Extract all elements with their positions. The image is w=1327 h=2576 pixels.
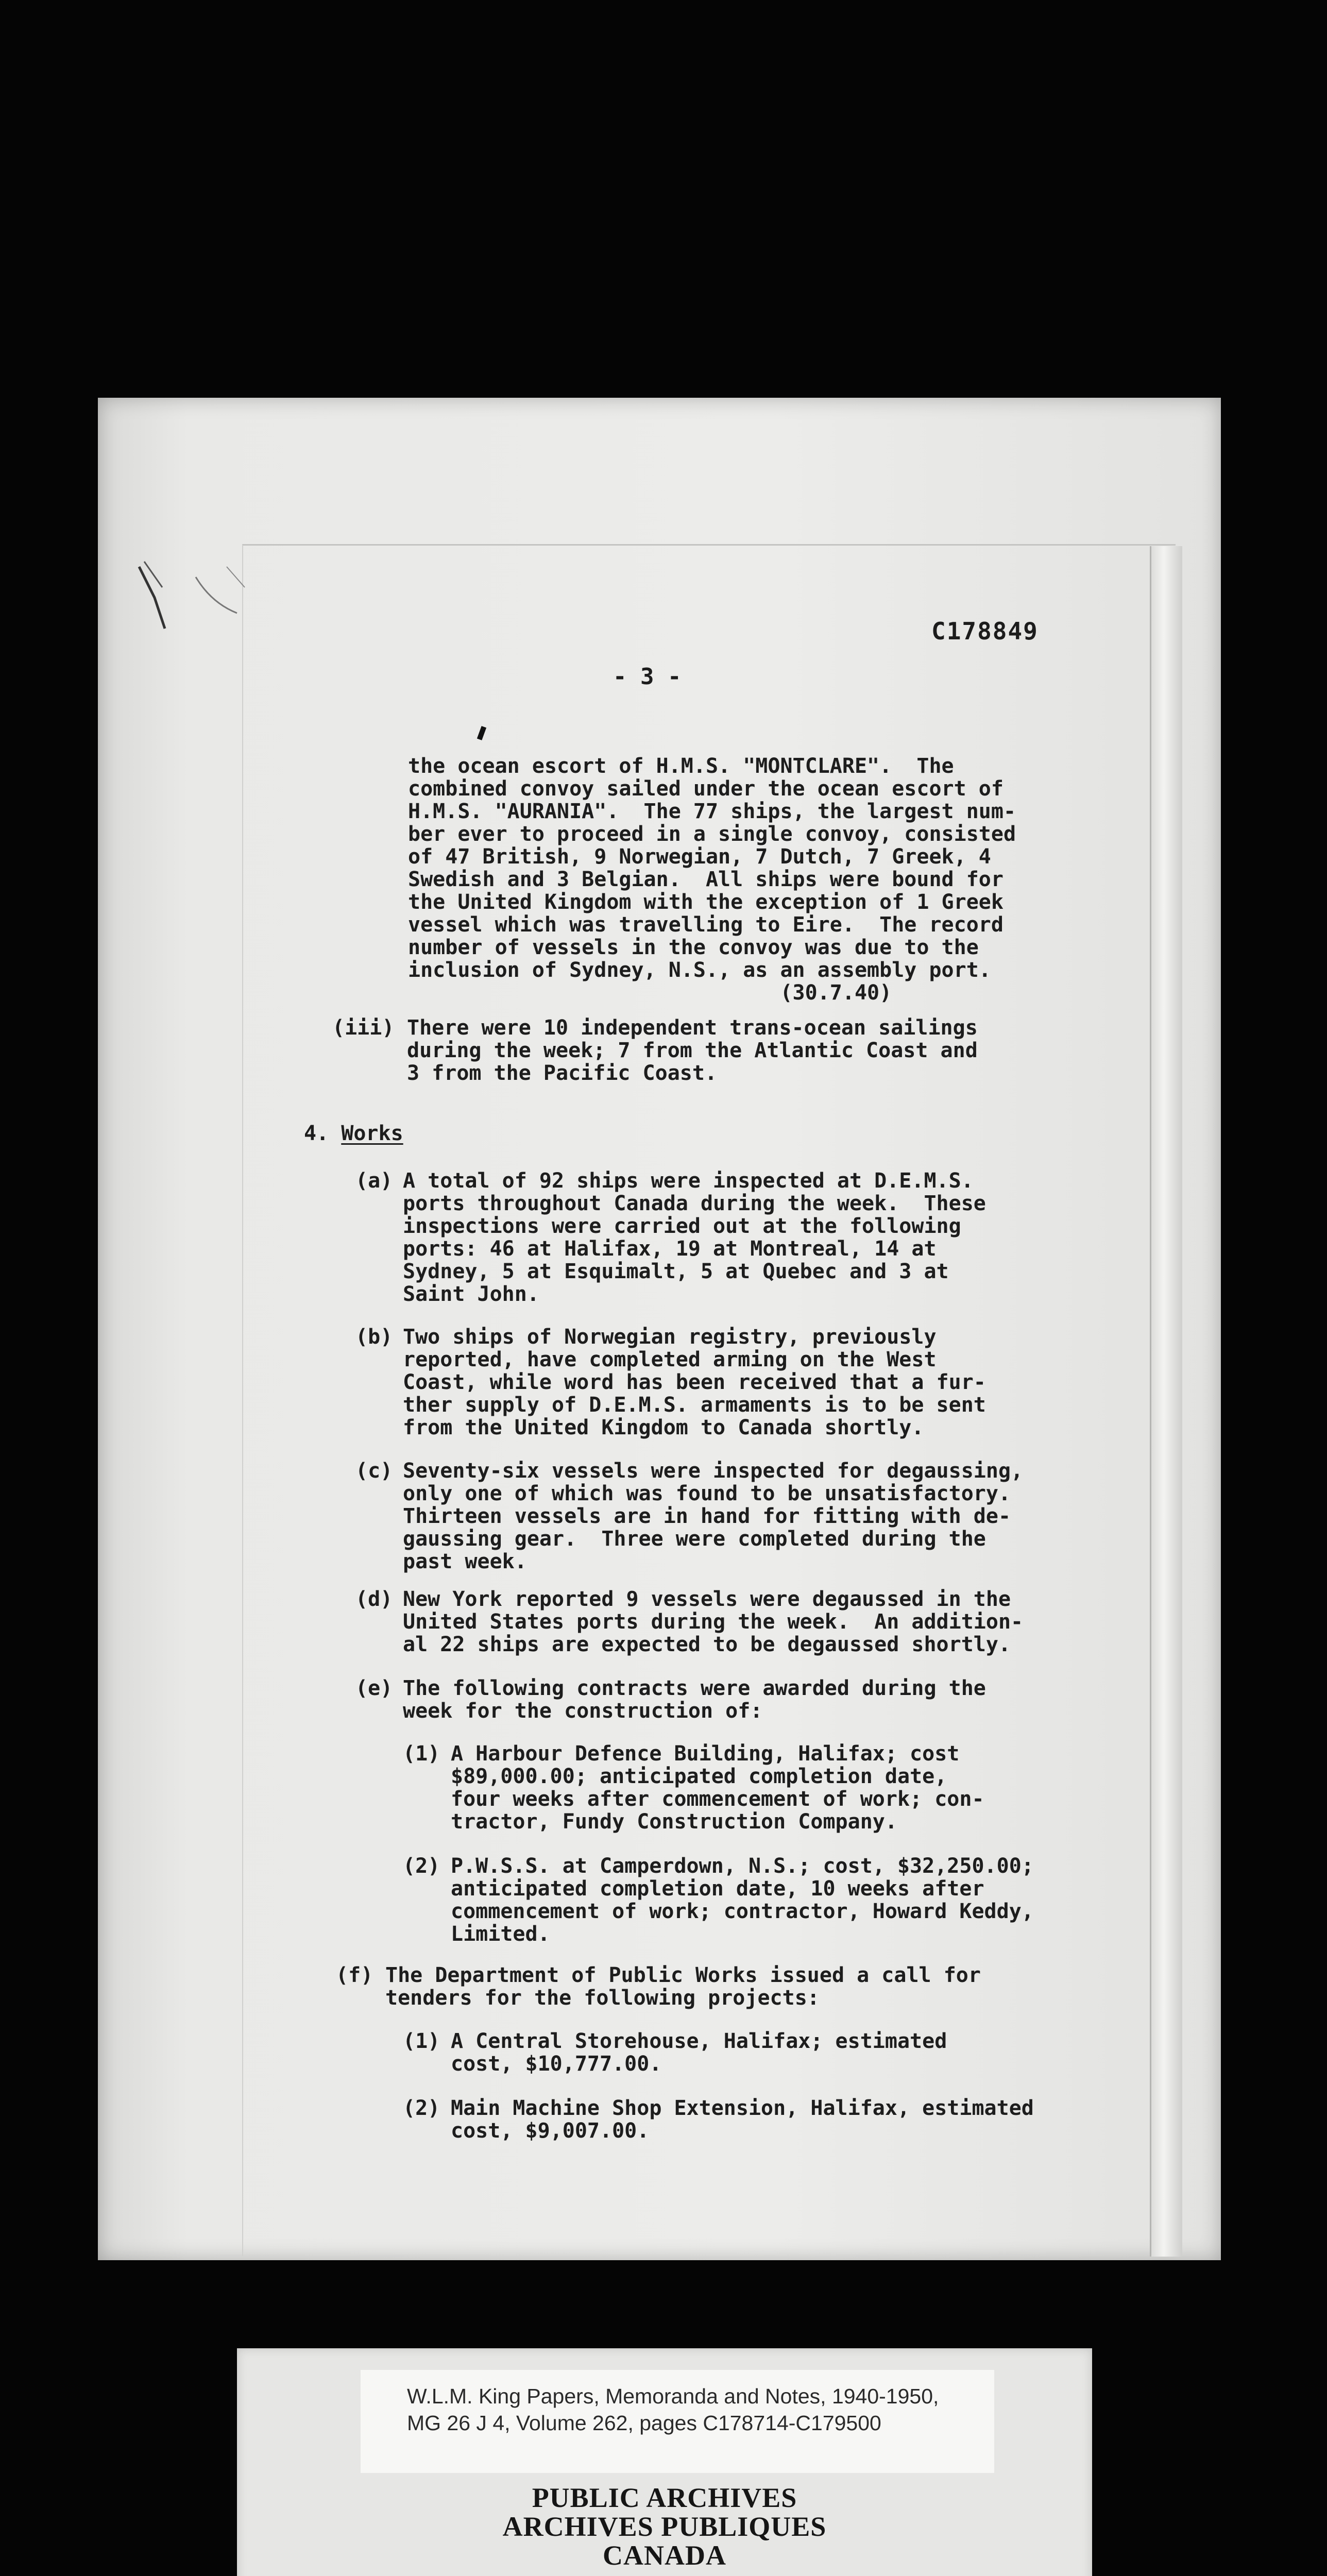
section-number: 4. (304, 1122, 329, 1145)
text-line: There were 10 independent trans-ocean sailings (407, 1016, 978, 1040)
text-line: Limited. (451, 1922, 550, 1946)
text-line: week for the construction of: (403, 1699, 763, 1723)
text-line: New York reported 9 vessels were degaussed in the (403, 1587, 1011, 1611)
stamp-line: PUBLIC ARCHIVES (532, 2482, 797, 2513)
date-reference: (30.7.40) (408, 981, 892, 1005)
text-line: ber ever to proceed in a single convoy, consisted (408, 822, 1016, 846)
citation-line: MG 26 J 4, Volume 262, pages C178714-C179500 (407, 2411, 881, 2435)
archive-citation (407, 2383, 939, 2436)
continuation-paragraph (408, 755, 1016, 1004)
stamp-line: ARCHIVES PUBLIQUES (502, 2511, 827, 2542)
text-line: ports throughout Canada during the week. These (403, 1192, 986, 1215)
text-line: The Department of Public Works issued a call for (385, 1963, 981, 1987)
text-line: combined convoy sailed under the ocean escort of (408, 777, 1003, 801)
text-line: from the United Kingdom to Canada shortly. (403, 1416, 924, 1439)
text-line: The following contracts were awarded during the (403, 1676, 986, 1700)
text-line: Swedish and 3 Belgian. All ships were bound for (408, 868, 1003, 891)
item-a-paragraph (403, 1170, 986, 1306)
item-f1-paragraph (451, 2030, 947, 2075)
text-line: of 47 British, 9 Norwegian, 7 Dutch, 7 Greek, 4 (408, 845, 991, 869)
text-line: $89,000.00; anticipated completion date, (451, 1765, 947, 1788)
text-line: A Harbour Defence Building, Halifax; cost (451, 1742, 960, 1766)
item-e2-paragraph (451, 1855, 1034, 1945)
text-line: tractor, Fundy Construction Company. (451, 1810, 897, 1834)
item-e-paragraph (403, 1677, 986, 1722)
text-line: four weeks after commencement of work; con- (451, 1787, 984, 1811)
item-marker: (iii) (332, 1016, 395, 1040)
item-c-paragraph (403, 1460, 1023, 1573)
stamp-line: CANADA (603, 2540, 726, 2571)
text-line: cost, $9,007.00. (451, 2119, 650, 2143)
text-line: inclusion of Sydney, N.S., as an assembly port. (408, 958, 991, 982)
item-iii-paragraph (407, 1016, 978, 1084)
item-d-paragraph (403, 1588, 1023, 1656)
text-line: inspections were carried out at the following (403, 1214, 961, 1238)
text-line: al 22 ships are expected to be degaussed shortly. (403, 1633, 1011, 1656)
text-line: commencement of work; contractor, Howard Keddy, (451, 1900, 1034, 1923)
text-line: the United Kingdom with the exception of 1 Greek (408, 890, 1003, 914)
text-line: P.W.S.S. at Camperdown, N.S.; cost, $32,250.00; (451, 1854, 1034, 1878)
text-line: anticipated completion date, 10 weeks after (451, 1877, 984, 1901)
text-line: ther supply of D.E.M.S. armaments is to be sent (403, 1393, 986, 1417)
text-line: 3 from the Pacific Coast. (407, 1061, 718, 1085)
text-line: vessel which was travelling to Eire. The record (408, 913, 1003, 937)
text-line: Saint John. (403, 1282, 539, 1306)
item-marker: (a) (355, 1169, 393, 1193)
text-line: past week. (403, 1550, 527, 1573)
item-marker: (d) (355, 1587, 393, 1611)
item-marker: (2) (403, 2096, 440, 2120)
text-line: A Central Storehouse, Halifax; estimated (451, 2029, 947, 2053)
text-line: ports: 46 at Halifax, 19 at Montreal, 14 at (403, 1237, 937, 1261)
text-line: Thirteen vessels are in hand for fitting with de- (403, 1504, 1011, 1528)
text-line: only one of which was found to be unsatisfactory. (403, 1482, 1011, 1505)
text-line: tenders for the following projects: (385, 1986, 820, 2010)
item-e1-paragraph (451, 1742, 984, 1833)
text-line: Seventy-six vessels were inspected for degaussing, (403, 1459, 1024, 1483)
paper-tear-mark (134, 556, 252, 634)
text-line: Main Machine Shop Extension, Halifax, estimated (451, 2096, 1034, 2120)
item-f2-paragraph (451, 2097, 1034, 2142)
text-line: gaussing gear. Three were completed during the (403, 1527, 986, 1551)
text-line: number of vessels in the convoy was due to the (408, 936, 979, 959)
text-line: the ocean escort of H.M.S. "MONTCLARE". The (408, 754, 954, 778)
text-line: Coast, while word has been received that a fur- (403, 1370, 986, 1394)
item-marker: (c) (355, 1459, 393, 1483)
item-marker: (2) (403, 1854, 440, 1878)
archive-stamp (237, 2483, 1092, 2570)
text-line: H.M.S. "AURANIA". The 77 ships, the largest num- (408, 800, 1016, 823)
text-line: reported, have completed arming on the West (403, 1348, 937, 1371)
text-line: during the week; 7 from the Atlantic Coast and (407, 1039, 978, 1062)
text-line: Sydney, 5 at Esquimalt, 5 at Quebec and 3 at (403, 1260, 949, 1283)
item-marker: (1) (403, 2029, 440, 2053)
page-fold (1150, 546, 1182, 2257)
item-marker: (e) (355, 1676, 393, 1700)
section-heading (304, 1122, 403, 1145)
item-b-paragraph (403, 1326, 986, 1439)
item-marker: (b) (355, 1325, 393, 1349)
text-line: A total of 92 ships were inspected at D.E.M.S. (403, 1169, 974, 1193)
citation-line: W.L.M. King Papers, Memoranda and Notes, 1940-1950, (407, 2384, 939, 2408)
text-line: United States ports during the week. An addition- (403, 1610, 1024, 1634)
item-marker: (f) (336, 1963, 373, 1987)
item-f-paragraph (385, 1964, 981, 2009)
page-number: - 3 - (613, 664, 682, 690)
text-line: Two ships of Norwegian registry, previously (403, 1325, 937, 1349)
item-marker: (1) (403, 1742, 440, 1766)
section-title: Works (341, 1122, 403, 1145)
text-line: cost, $10,777.00. (451, 2052, 662, 2076)
archive-code: C178849 (931, 617, 1039, 645)
